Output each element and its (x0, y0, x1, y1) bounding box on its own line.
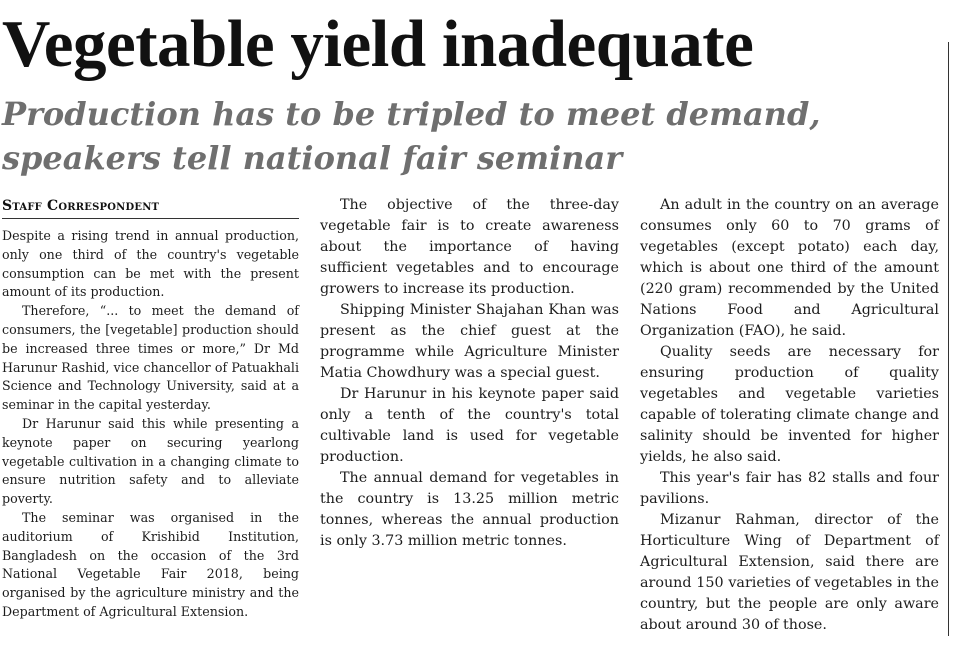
article-column-1 (2, 196, 299, 622)
paragraph-9: An adult in the country on an average consumes only 60 to 70 grams of vegetables (except potato) each day, which is about one third of the amount (220 gram) recommended by the United Nations Food and Agricultural Organization (FAO), he said. (640, 197, 939, 339)
paragraph-5: The objective of the three-day vegetable fair is to create awareness about the importance of having sufficient vegetables and to encourage growers to increase its production. (320, 197, 619, 297)
paragraph-8: The annual demand for vegetables in the country is 13.25 million metric tonnes, whereas the annual production is only 3.73 million metric tonnes. (320, 470, 619, 549)
column-rule (948, 42, 949, 636)
subheadline (2, 92, 820, 180)
byline: Staff Correspondent (2, 196, 299, 219)
paragraph-3: Dr Harunur said this while presenting a keynote paper on securing yearlong vegetable cultivation in a changing climate to ensure nutrition safety and to alleviate poverty. (2, 415, 299, 507)
subheadline-line-1: Production has to be tripled to meet demand, (2, 95, 821, 133)
paragraph-1: Despite a rising trend in annual production, only one third of the country's vegetable consumption can be met with the present amount of its production. (2, 228, 299, 300)
subheadline-line-2: speakers tell national fair seminar (2, 139, 623, 177)
article-column-2 (320, 195, 619, 552)
paragraph-7: Dr Harunur in his keynote paper said only a tenth of the country's total cultivable land is used for vegetable production. (320, 386, 619, 465)
paragraph-10: Quality seeds are necessary for ensuring production of quality vegetables and vegetable varieties capable of tolerating climate change and salinity should be invented for higher yields, he also said. (640, 344, 939, 465)
paragraph-12: Mizanur Rahman, director of the Horticulture Wing of Department of Agricultural Extension, said there are around 150 varieties of vegetables in the country, but the people are only aware about around 30 of those. (640, 512, 939, 633)
paragraph-2: Therefore, “... to meet the demand of consumers, the [vegetable] production should be increased three times or more,” Dr Md Harunur Rashid, vice chancellor of Patuakhali Science and Technology University, said at a seminar in the capital yesterday. (2, 303, 299, 413)
article-column-3 (640, 195, 939, 636)
paragraph-4: The seminar was organised in the auditorium of Krishibid Institution, Bangladesh on the occasion of the 3rd National Vegetable Fair 2018, being organised by the agriculture ministry and the Department of Agricultural Extension. (2, 509, 299, 619)
paragraph-6: Shipping Minister Shajahan Khan was present as the chief guest at the programme while Agriculture Minister Matia Chowdhury was a special guest. (320, 302, 619, 381)
paragraph-11: This year's fair has 82 stalls and four pavilions. (640, 470, 939, 507)
headline: Vegetable yield inadequate (2, 7, 754, 81)
